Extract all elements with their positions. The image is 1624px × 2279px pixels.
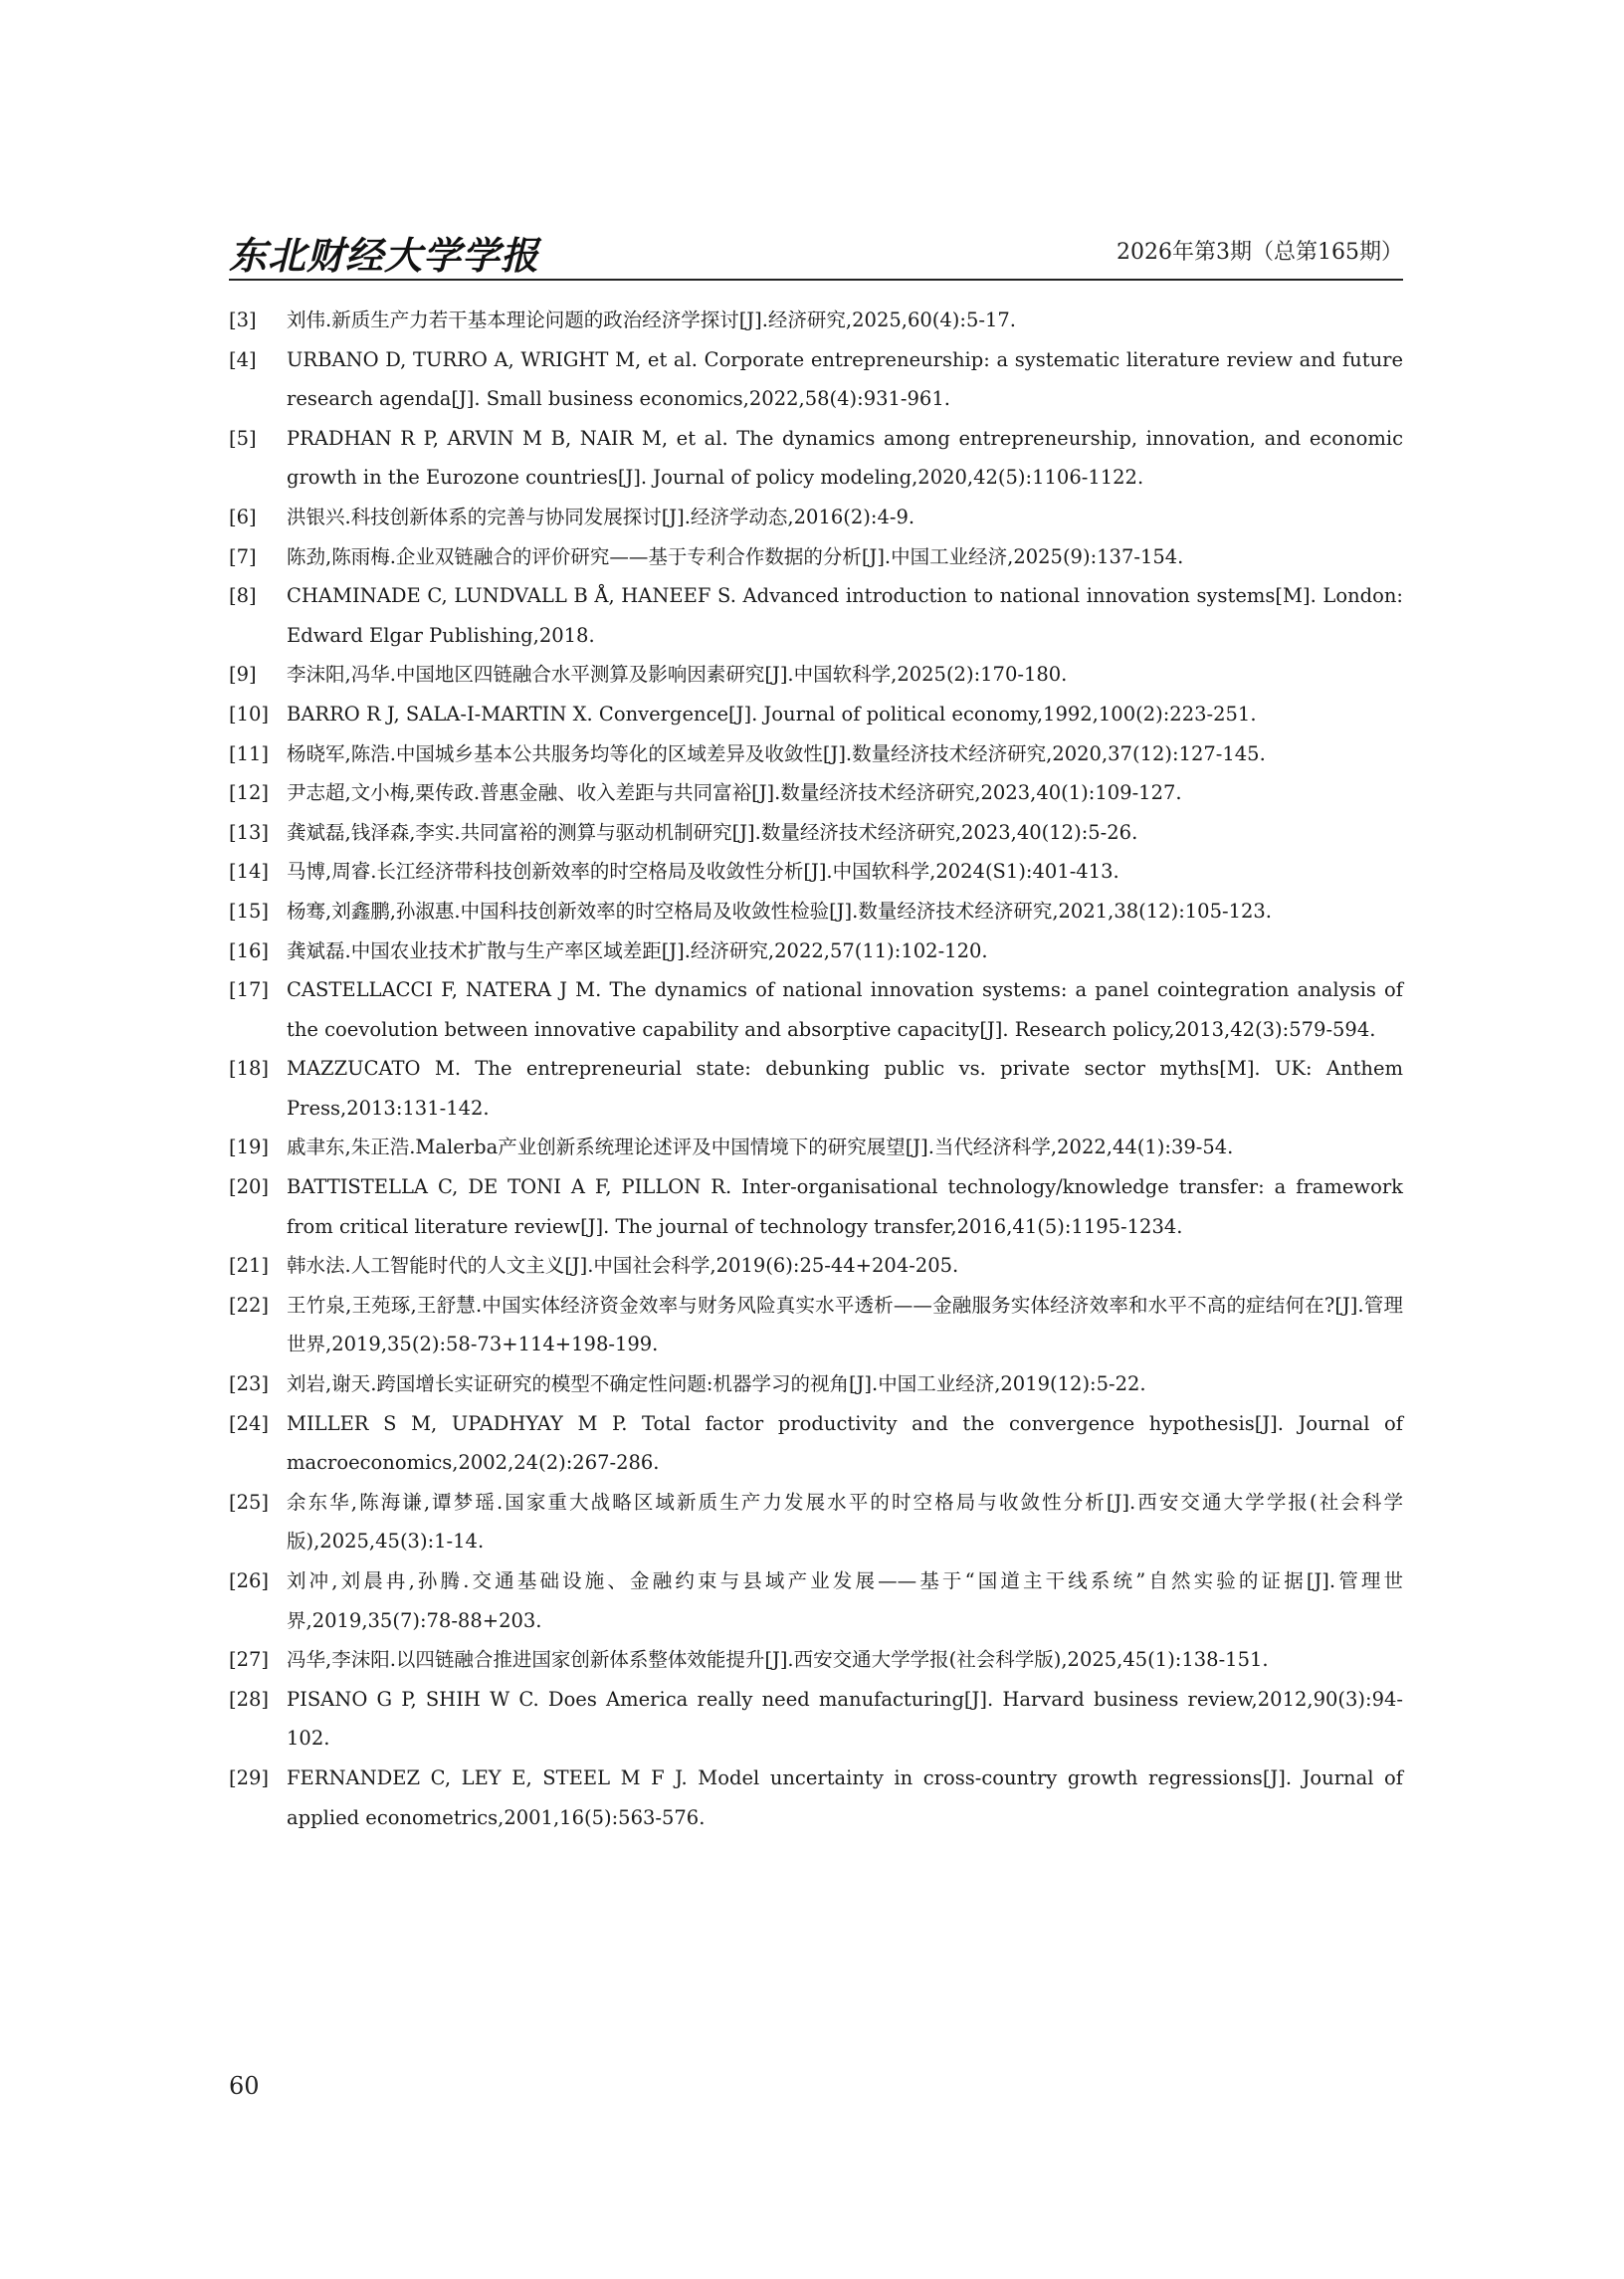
reference-item bbox=[229, 1286, 1403, 1364]
issue-info: 2026年第3期（总第165期） bbox=[1116, 240, 1403, 265]
reference-item bbox=[229, 498, 1403, 537]
reference-number: [21] bbox=[229, 1254, 270, 1278]
reference-number: [13] bbox=[229, 820, 270, 844]
reference-text: CHAMINADE C, LUNDVALL B Å, HANEEF S. Advanced introduction to national innovation systems[M]. London: Edward Elgar Publishing,2018. bbox=[287, 584, 1403, 647]
page-header bbox=[229, 225, 1403, 278]
reference-list bbox=[229, 301, 1403, 1837]
reference-text: 杨骞,刘鑫鹏,孙淑惠.中国科技创新效率的时空格局及收敛性检验[J].数量经济技术经济研究,2021,38(12):105-123. bbox=[287, 899, 1272, 923]
reference-text: 龚斌磊.中国农业技术扩散与生产率区域差距[J].经济研究,2022,57(11):102-120. bbox=[287, 938, 988, 962]
reference-number: [6] bbox=[229, 505, 257, 528]
reference-number: [10] bbox=[229, 702, 270, 725]
reference-item bbox=[229, 1404, 1403, 1483]
reference-text: PRADHAN R P, ARVIN M B, NAIR M, et al. The dynamics among entrepreneurship, innovation, and economic growth in the Eurozone countries[J]. Journal of policy modeling,2020,42(5):1106-1122. bbox=[287, 426, 1403, 490]
reference-number: [4] bbox=[229, 347, 257, 371]
reference-text: URBANO D, TURRO A, WRIGHT M, et al. Corporate entrepreneurship: a systematic literature review and future research agenda[J]. Small business economics,2022,58(4):931-961. bbox=[287, 347, 1403, 411]
reference-text: 杨晓军,陈浩.中国城乡基本公共服务均等化的区域差异及收敛性[J].数量经济技术经济研究,2020,37(12):127-145. bbox=[287, 741, 1266, 765]
reference-text: MILLER S M, UPADHYAY M P. Total factor productivity and the convergence hypothesis[J]. Journal of macroeconomics,2002,24(2):267-286. bbox=[287, 1411, 1403, 1475]
reference-item bbox=[229, 655, 1403, 695]
reference-number: [17] bbox=[229, 978, 270, 1002]
reference-text: PISANO G P, SHIH W C. Does America really need manufacturing[J]. Harvard business review,2012,90(3):94-102. bbox=[287, 1687, 1403, 1751]
reference-text: 戚聿东,朱正浩.Malerba产业创新系统理论述评及中国情境下的研究展望[J].当代经济科学,2022,44(1):39-54. bbox=[287, 1136, 1234, 1159]
reference-text: 冯华,李沫阳.以四链融合推进国家创新体系整体效能提升[J].西安交通大学学报(社会科学版),2025,45(1):138-151. bbox=[287, 1648, 1269, 1672]
reference-item bbox=[229, 1364, 1403, 1404]
reference-number: [27] bbox=[229, 1648, 270, 1672]
reference-item bbox=[229, 852, 1403, 892]
reference-text: 余东华,陈海谦,谭梦瑶.国家重大战略区域新质生产力发展水平的时空格局与收敛性分析[J].西安交通大学学报(社会科学版),2025,45(3):1-14. bbox=[287, 1490, 1403, 1554]
reference-number: [24] bbox=[229, 1411, 270, 1435]
reference-item bbox=[229, 1483, 1403, 1561]
reference-item bbox=[229, 773, 1403, 813]
reference-text: 王竹泉,王苑琢,王舒慧.中国实体经济资金效率与财务风险真实水平透析——金融服务实体经济效率和水平不高的症结何在?[J].管理世界,2019,35(2):58-73+114+198-199. bbox=[287, 1293, 1403, 1356]
journal-title: 东北财经大学学报 bbox=[229, 233, 540, 278]
reference-number: [28] bbox=[229, 1687, 270, 1711]
reference-item bbox=[229, 813, 1403, 853]
reference-item bbox=[229, 1759, 1403, 1837]
reference-text: 龚斌磊,钱泽森,李实.共同富裕的测算与驱动机制研究[J].数量经济技术经济研究,2023,40(12):5-26. bbox=[287, 820, 1138, 844]
reference-number: [26] bbox=[229, 1569, 270, 1592]
reference-item bbox=[229, 734, 1403, 774]
reference-item bbox=[229, 340, 1403, 419]
reference-text: 马博,周睿.长江经济带科技创新效率的时空格局及收敛性分析[J].中国软科学,2024(S1):401-413. bbox=[287, 860, 1119, 884]
reference-number: [7] bbox=[229, 544, 257, 568]
reference-number: [8] bbox=[229, 584, 257, 608]
reference-text: 韩水法.人工智能时代的人文主义[J].中国社会科学,2019(6):25-44+204-205. bbox=[287, 1254, 959, 1278]
reference-item bbox=[229, 932, 1403, 971]
reference-number: [16] bbox=[229, 938, 270, 962]
reference-item bbox=[229, 1246, 1403, 1286]
page-number: 60 bbox=[229, 2072, 260, 2100]
reference-number: [29] bbox=[229, 1765, 270, 1789]
reference-text: 尹志超,文小梅,栗传政.普惠金融、收入差距与共同富裕[J].数量经济技术经济研究,2023,40(1):109-127. bbox=[287, 781, 1182, 805]
reference-item bbox=[229, 301, 1403, 340]
reference-item bbox=[229, 1640, 1403, 1680]
reference-text: 陈劲,陈雨梅.企业双链融合的评价研究——基于专利合作数据的分析[J].中国工业经济,2025(9):137-154. bbox=[287, 544, 1184, 568]
reference-number: [15] bbox=[229, 899, 270, 923]
reference-text: 李沫阳,冯华.中国地区四链融合水平测算及影响因素研究[J].中国软科学,2025(2):170-180. bbox=[287, 663, 1068, 687]
reference-item bbox=[229, 1167, 1403, 1246]
reference-number: [9] bbox=[229, 663, 257, 687]
reference-item bbox=[229, 1561, 1403, 1640]
reference-number: [18] bbox=[229, 1057, 270, 1081]
reference-text: 洪银兴.科技创新体系的完善与协同发展探讨[J].经济学动态,2016(2):4-9. bbox=[287, 505, 915, 528]
reference-number: [3] bbox=[229, 309, 257, 331]
reference-text: BATTISTELLA C, DE TONI A F, PILLON R. Inter-organisational technology/knowledge transfer: a framework from critical literature review[J]. The journal of technology transfer,2016,41(5):1195-1234. bbox=[287, 1175, 1403, 1238]
reference-text: BARRO R J, SALA-I-MARTIN X. Convergence[J]. Journal of political economy,1992,100(2):223-251. bbox=[287, 702, 1257, 725]
header-rule bbox=[229, 279, 1403, 281]
reference-item bbox=[229, 1049, 1403, 1128]
reference-number: [19] bbox=[229, 1136, 270, 1159]
reference-item bbox=[229, 1128, 1403, 1167]
reference-item bbox=[229, 892, 1403, 932]
reference-item bbox=[229, 1680, 1403, 1759]
reference-number: [20] bbox=[229, 1175, 270, 1199]
reference-number: [14] bbox=[229, 860, 270, 884]
reference-text: CASTELLACCI F, NATERA J M. The dynamics of national innovation systems: a panel cointegration analysis of the coevolution between innovative capability and absorptive capacity[J]. Research policy,2013,42(3):579-594. bbox=[287, 978, 1403, 1041]
reference-text: 刘岩,谢天.跨国增长实证研究的模型不确定性问题:机器学习的视角[J].中国工业经济,2019(12):5-22. bbox=[287, 1372, 1146, 1396]
reference-number: [12] bbox=[229, 781, 270, 805]
reference-number: [22] bbox=[229, 1293, 270, 1317]
reference-number: [5] bbox=[229, 426, 257, 450]
reference-text: MAZZUCATO M. The entrepreneurial state: debunking public vs. private sector myths[M]. UK: Anthem Press,2013:131-142. bbox=[287, 1057, 1403, 1120]
reference-number: [11] bbox=[229, 741, 270, 765]
reference-item bbox=[229, 576, 1403, 655]
reference-item bbox=[229, 419, 1403, 498]
reference-item bbox=[229, 695, 1403, 734]
reference-text: FERNANDEZ C, LEY E, STEEL M F J. Model uncertainty in cross-country growth regressions[J]. Journal of applied econometrics,2001,16(5):563-576. bbox=[287, 1765, 1403, 1829]
reference-number: [23] bbox=[229, 1372, 270, 1396]
reference-item bbox=[229, 970, 1403, 1049]
reference-text: 刘伟.新质生产力若干基本理论问题的政治经济学探讨[J].经济研究,2025,60(4):5-17. bbox=[287, 309, 1016, 331]
reference-text: 刘冲,刘晨冉,孙腾.交通基础设施、金融约束与县域产业发展——基于“国道主干线系统”自然实验的证据[J].管理世界,2019,35(7):78-88+203. bbox=[287, 1569, 1403, 1632]
reference-number: [25] bbox=[229, 1490, 270, 1514]
reference-item bbox=[229, 537, 1403, 577]
